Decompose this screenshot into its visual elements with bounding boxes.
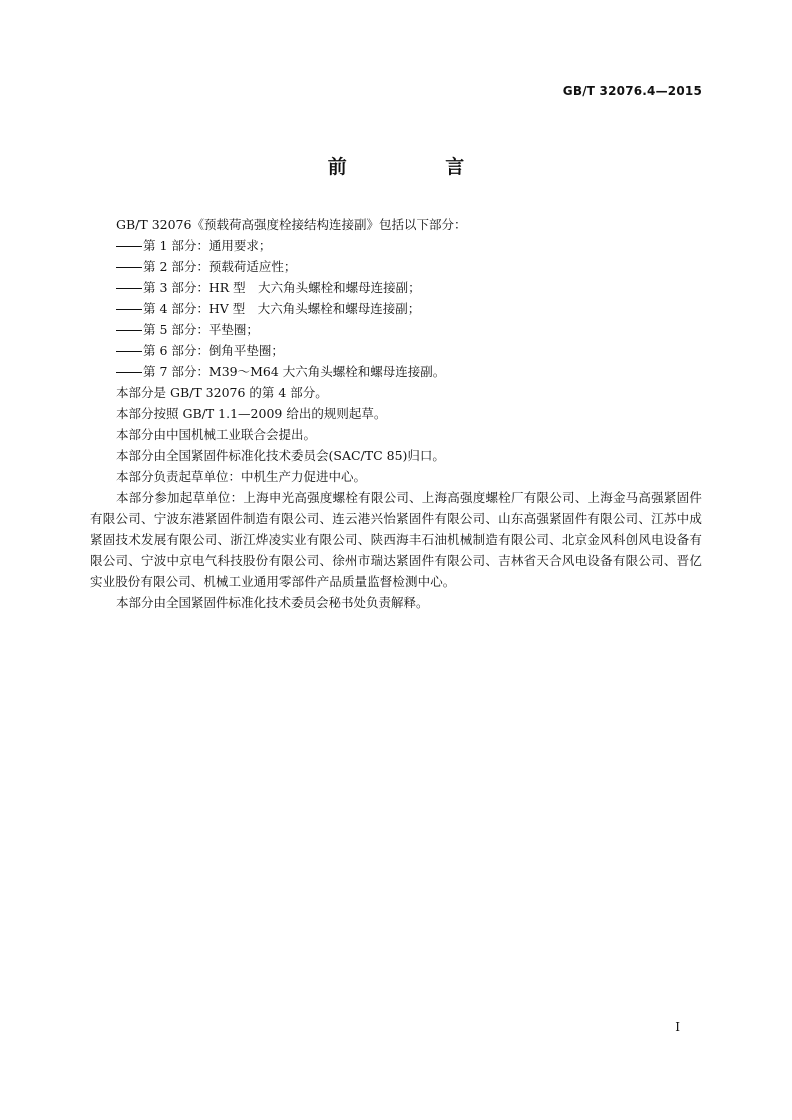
drafters-paragraph: 本部分参加起草单位：上海申光高强度螺栓有限公司、上海高强度螺栓厂有限公司、上海金马高强紧固件有限公司、宁波东港紧固件制造有限公司、连云港兴怡紧固件有限公司、山东高强紧固件有限公司、江苏中成紧固技术发展有限公司、浙江烨凌实业有限公司、陕西海丰石油机械制造有限公司、北京金风科创风电设备有限公司、宁波中京电气科技股份有限公司、徐州市瑞达紧固件有限公司、吉林省天合风电设备有限公司、晋亿实业股份有限公司、机械工业通用零部件产品质量监督检测中心。 <box>90 490 702 589</box>
part-item <box>90 319 702 340</box>
part-item-label: 第 3 部分：HR 型 大六角头螺栓和螺母连接副； <box>143 280 421 295</box>
dash-mark <box>116 267 142 268</box>
dash-mark <box>116 288 142 289</box>
part-item-label: 第 4 部分：HV 型 大六角头螺栓和螺母连接副； <box>143 301 421 316</box>
statement-line: 本部分由全国紧固件标准化技术委员会(SAC/TC 85)归口。 <box>116 448 445 463</box>
part-item <box>90 256 702 277</box>
statement-line: 本部分是 GB/T 32076 的第 4 部分。 <box>116 385 328 400</box>
closing-line: 本部分由全国紧固件标准化技术委员会秘书处负责解释。 <box>116 595 429 610</box>
part-item <box>90 298 702 319</box>
part-item-label: 第 1 部分：通用要求； <box>143 238 272 253</box>
part-item <box>90 277 702 298</box>
dash-mark <box>116 330 142 331</box>
page-title: 前 言 <box>327 156 511 178</box>
dash-mark <box>116 372 142 373</box>
part-item <box>90 235 702 256</box>
intro-line: GB/T 32076《预载荷高强度栓接结构连接副》包括以下部分： <box>116 217 467 232</box>
part-item <box>90 361 702 382</box>
part-item-label: 第 2 部分：预载荷适应性； <box>143 259 297 274</box>
foreword-body <box>90 214 702 613</box>
dash-mark <box>116 246 142 247</box>
part-item-label: 第 6 部分：倒角平垫圈； <box>143 343 284 358</box>
statement-line: 本部分由中国机械工业联合会提出。 <box>116 427 317 442</box>
dash-mark <box>116 351 142 352</box>
page-number: I <box>675 1020 680 1034</box>
part-item-label: 第 7 部分：M39～M64 大六角头螺栓和螺母连接副。 <box>143 364 446 379</box>
dash-mark <box>116 309 142 310</box>
part-item-label: 第 5 部分：平垫圈； <box>143 322 259 337</box>
standard-number: GB/T 32076.4—2015 <box>562 84 702 98</box>
part-item <box>90 340 702 361</box>
statement-line: 本部分按照 GB/T 1.1—2009 给出的规则起草。 <box>116 406 387 421</box>
statement-line: 本部分负责起草单位：中机生产力促进中心。 <box>116 469 367 484</box>
